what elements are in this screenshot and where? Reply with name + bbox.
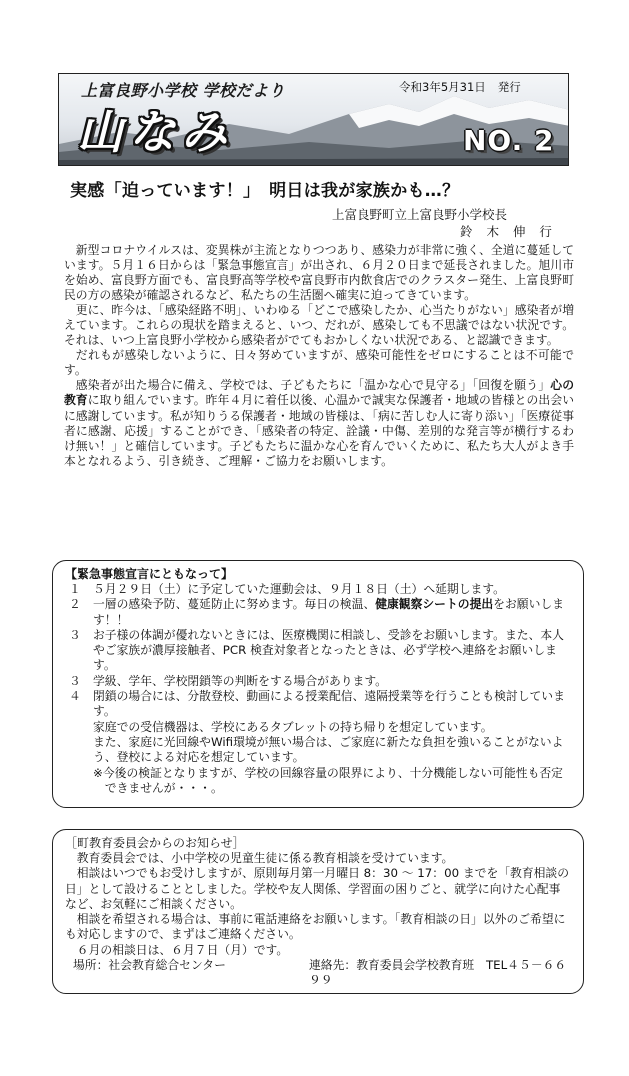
emergency-notice-title: 【緊急事態宣言にともなって】 [65,567,234,581]
newsletter-banner [58,73,569,166]
list-item [65,582,571,597]
article-paragraph: だれもが感染しないように、日々努めていますが、感染可能性をゼロにすることは不可能です。 [64,348,574,378]
issue-number: NO. 2 [463,124,555,157]
contact-info: 連絡先：教育委員会学校教育班 TEL４５－６６９９ [309,958,567,988]
item-text-group [93,689,571,796]
item-number: ２ [69,597,81,612]
newsletter-masthead: 山なみ [77,105,233,159]
consultation-place: 場所：社会教育総合センター [73,958,226,973]
education-board-notice-box [52,829,584,994]
item-text-part: 一層の感染予防、蔓延防止に努めます。毎日の検温、 [93,597,376,612]
date-text: 令和3年5月31日 [399,80,486,94]
item-text: 学級、学年、学校閉鎖等の判断をする場合があります。 [93,673,387,688]
author-organization: 上富良野町立上富良野小学校長 [332,207,508,222]
notice-paragraph: 相談はいつでもお受けしますが、原則毎月第一月曜日 8：30 ～ 17：00 までを「教育相談の日」として設けることとしました。学校や友人関係、学習面の困りごと、就学に向けた心配事など、お気軽にご相談ください。 [65,866,570,911]
article-paragraph: 新型コロナウイルスは、変異株が主流となりつつあり、感染力が非常に強く、全道に蔓延しています。５月１６日からは「緊急事態宣言」が出され、６月２０日まで延長されました。旭川市を始め、富良野方面でも、富良野高等学校や富良野市内飲食店でのクラスター発生、上富良野町民の方の感染が確認されるなど、私たちの生活圏へ確実に迫ってきています。 [64,243,574,303]
article-paragraph [64,378,574,468]
issue-date [399,79,521,95]
item-subtext: また、家庭に光回線やWifi環境が無い場合は、ご家庭に新たな負担を強いることがないよう、登校による対応を想定しています。 [93,734,564,765]
author-name: 鈴 木 伸 行 [460,224,557,239]
item-note: ※今後の検証となりますが、学校の回線容量の限界により、十分機能しない可能性も否定できませんが・・・。 [93,765,563,795]
notice-paragraph: 教育委員会では、小中学校の児童生徒に係る教育相談を受けています。 [76,851,454,865]
item-text: ５月２９日（土）に予定していた運動会は、９月１８日（土）へ延期します。 [93,582,505,596]
item-number: ３ [69,627,81,642]
notice-paragraph: ６月の相談日は、６月７日（月）です。 [76,942,289,957]
item-text: お子様の体調が優れないときには、医療機関に相談し、受診をお願いします。また、本人やご家族が濃厚接触者、PCR 検査対象者となったときは、必ず学校へ連絡をお願いします。 [93,627,564,673]
item-text [93,597,571,628]
item-text: 閉鎖の場合には、分散登校、動画による授業配信、遠隔授業等を行うことも検討しています。 [93,689,565,719]
emergency-notice-list [65,582,571,796]
notice-footer [65,958,571,989]
item-number: ４ [69,689,81,704]
article-headline: 実感「迫っています！」 明日は我が家族かも…？ [70,181,460,201]
item-subtext: 家庭での受信機器は、学校にあるタブレットの持ち帰りを想定しています。 [93,719,493,734]
list-item [65,597,571,628]
article-body [64,243,574,469]
list-item [65,689,571,796]
issued-label: 発行 [497,80,521,94]
notice-paragraph: 相談を希望される場合は、事前に電話連絡をお願いします。「教育相談の日」以外のご希望にも対応しますので、まずはご連絡ください。 [65,912,566,942]
list-item [65,674,571,689]
emphasis-text: 心の教育 [64,378,574,408]
article-paragraph: 更に、昨今は、「感染経路不明」、いわゆる「どこで感染したか、心当たりがない」感染者が増えています。これらの現状を踏まえると、いつ、だれが、感染しても不思議ではない状況です。それは、いつ上富良野小学校から感染者がでてもおかしくない状況である、と認識できます。 [64,303,574,348]
education-board-title: ［町教育委員会からのお知らせ］ [65,836,245,850]
school-title: 上富良野小学校 学校だより [81,81,286,100]
item-number: ３ [69,673,81,688]
paragraph-text: 感染者が出た場合に備え、学校では、子どもたちに「温かな心で見守る」「回復を願う」 [75,378,551,393]
list-item [65,628,571,674]
emergency-notice-box [52,560,584,808]
paragraph-text: に取り組んでいます。昨年４月に着任以後、心温かで誠実な保護者・地域の皆様との出会いに感謝しています。私が知りうる保護者・地域の皆様は、「病に苦しむ人に寄り添い」「医療従事者に感謝、応援」することができ、「感染者の特定、詮議・中傷、差別的な発言等が横行するわけ無い！」と確信しています。子どもたちに温かな心を育んでいくために、私たち大人がよき手本となれるよう、引き続き、ご理解・ご協力をお願いします。 [64,393,574,468]
emphasis-text: 健康観察シートの提出 [375,597,494,612]
item-number: １ [69,582,81,596]
item-text-part: をお願いします！！ [93,597,564,627]
